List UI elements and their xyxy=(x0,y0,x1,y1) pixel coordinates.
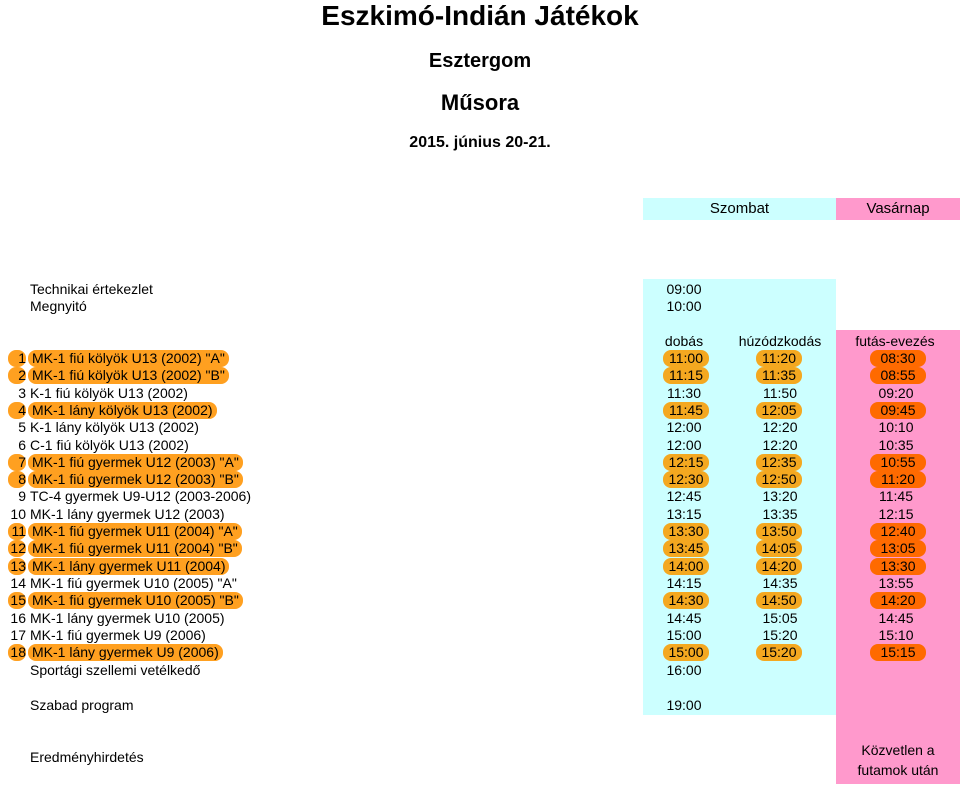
throw-time: 13:15 xyxy=(666,505,702,522)
throw-time: 12:45 xyxy=(666,488,702,505)
free-program-label: Szabad program xyxy=(30,697,134,713)
category-name: MK-1 fiú gyermek U11 (2004) "B" xyxy=(28,540,242,557)
category-name: MK-1 fiú kölyök U13 (2002) "A" xyxy=(28,350,229,367)
throw-time: 12:00 xyxy=(666,419,702,436)
category-name: MK-1 lány kölyök U13 (2002) xyxy=(28,402,217,419)
run-paddle-time: 11:45 xyxy=(879,488,913,505)
run-paddle-time: 14:20 xyxy=(870,592,926,609)
table-row xyxy=(0,488,960,505)
technical-meeting-time: 09:00 xyxy=(666,281,702,297)
pullup-time: 11:50 xyxy=(763,384,797,401)
throw-time: 12:15 xyxy=(663,454,709,471)
city-heading: Esztergom xyxy=(428,50,532,72)
pullup-time: 12:50 xyxy=(756,471,802,488)
throw-time: 14:45 xyxy=(666,609,702,626)
throw-time: 14:15 xyxy=(666,574,702,591)
program-heading: Műsora xyxy=(440,90,520,115)
row-number: 5 xyxy=(18,419,26,436)
category-name: MK-1 fiú gyermek U12 (2003) "A" xyxy=(28,454,243,471)
throw-time: 14:00 xyxy=(663,558,709,575)
row-number: 15 xyxy=(8,592,26,609)
category-name: MK-1 fiú gyermek U11 (2004) "A" xyxy=(28,523,242,540)
category-name: MK-1 fiú gyermek U10 (2005) "A" xyxy=(30,574,237,591)
category-name: MK-1 lány gyermek U9 (2006) xyxy=(28,644,223,661)
category-name: MK-1 fiú gyermek U9 (2006) xyxy=(30,626,206,643)
table-row xyxy=(0,402,960,419)
row-number: 14 xyxy=(10,574,26,591)
table-row xyxy=(0,454,960,471)
throw-time: 15:00 xyxy=(663,644,709,661)
run-paddle-time: 09:20 xyxy=(878,384,914,401)
category-name: MK-1 fiú kölyök U13 (2002) "B" xyxy=(28,367,229,384)
run-paddle-time: 15:10 xyxy=(878,626,914,643)
throw-time: 12:30 xyxy=(663,471,709,488)
category-name: MK-1 fiú gyermek U12 (2003) "B" xyxy=(28,471,243,488)
date-heading: 2015. június 20-21. xyxy=(409,134,551,151)
throw-time: 13:45 xyxy=(663,540,709,557)
run-paddle-time: 12:15 xyxy=(878,505,914,522)
row-number: 4 xyxy=(8,402,26,419)
table-row xyxy=(0,523,960,540)
pullup-time: 13:20 xyxy=(762,488,798,505)
sunday-header: Vasárnap xyxy=(866,200,930,217)
row-number: 12 xyxy=(8,540,26,557)
table-row xyxy=(0,350,960,367)
opening-time: 10:00 xyxy=(666,298,702,314)
event-run-paddle-header: futás-evezés xyxy=(855,333,935,349)
row-number: 17 xyxy=(10,626,26,643)
throw-time: 14:30 xyxy=(663,592,709,609)
pullup-time: 11:35 xyxy=(756,367,802,384)
row-number: 3 xyxy=(18,384,26,401)
row-number: 2 xyxy=(8,367,26,384)
row-number: 16 xyxy=(10,609,26,626)
category-name: MK-1 lány gyermek U12 (2003) xyxy=(30,505,225,522)
page-title: Eszkimó-Indián Játékok xyxy=(321,0,639,31)
run-paddle-time: 14:45 xyxy=(878,609,914,626)
event-pullup-header: húzódzkodás xyxy=(738,333,822,349)
table-row xyxy=(0,592,960,609)
table-row xyxy=(0,471,960,488)
results-label: Eredményhirdetés xyxy=(30,749,144,765)
table-row xyxy=(0,540,960,557)
free-program-time: 19:00 xyxy=(666,697,702,713)
run-paddle-time: 10:10 xyxy=(878,419,914,436)
throw-time: 11:30 xyxy=(667,384,701,401)
throw-time: 11:15 xyxy=(663,367,709,384)
pullup-time: 11:20 xyxy=(756,350,802,367)
saturday-header: Szombat xyxy=(709,200,770,217)
category-name: MK-1 lány gyermek U10 (2005) xyxy=(30,609,225,626)
table-row xyxy=(0,437,960,454)
table-row xyxy=(0,610,960,627)
pullup-time: 12:20 xyxy=(762,436,798,453)
throw-time: 11:45 xyxy=(663,402,709,419)
pullup-time: 13:35 xyxy=(762,505,798,522)
run-paddle-time: 08:55 xyxy=(870,367,926,384)
results-note xyxy=(840,740,956,780)
run-paddle-time: 13:30 xyxy=(870,558,926,575)
throw-time: 11:00 xyxy=(663,350,709,367)
run-paddle-time: 13:05 xyxy=(870,540,926,557)
category-name: C-1 fiú kölyök U13 (2002) xyxy=(30,436,189,453)
run-paddle-time: 15:15 xyxy=(870,644,926,661)
pullup-time: 15:05 xyxy=(762,609,798,626)
table-row xyxy=(0,644,960,661)
pullup-time: 15:20 xyxy=(756,644,802,661)
pullup-time: 12:05 xyxy=(756,402,802,419)
run-paddle-time: 08:30 xyxy=(870,350,926,367)
pullup-time: 14:05 xyxy=(756,540,802,557)
row-number: 1 xyxy=(8,350,26,367)
pullup-time: 13:50 xyxy=(756,523,802,540)
pullup-time: 14:35 xyxy=(762,574,798,591)
run-paddle-time: 09:45 xyxy=(870,402,926,419)
pullup-time: 14:20 xyxy=(756,558,802,575)
results-note-line2: futamok után xyxy=(857,762,939,778)
table-row xyxy=(0,419,960,436)
row-number: 10 xyxy=(10,505,26,522)
category-name: TC-4 gyermek U9-U12 (2003-2006) xyxy=(30,488,251,505)
category-name: MK-1 fiú gyermek U10 (2005) "B" xyxy=(28,592,243,609)
row-number: 11 xyxy=(8,523,26,540)
row-number: 9 xyxy=(18,488,26,505)
category-name: MK-1 lány gyermek U11 (2004) xyxy=(28,558,229,575)
throw-time: 12:00 xyxy=(666,436,702,453)
quiz-label: Sportági szellemi vetélkedő xyxy=(30,662,201,678)
throw-time: 13:30 xyxy=(663,523,709,540)
run-paddle-time: 10:55 xyxy=(870,454,926,471)
table-row xyxy=(0,575,960,592)
results-note-line1: Közvetlen a xyxy=(861,742,935,758)
technical-meeting-label: Technikai értekezlet xyxy=(30,281,153,297)
table-row xyxy=(0,558,960,575)
run-paddle-time: 11:20 xyxy=(870,471,926,488)
run-paddle-time: 13:55 xyxy=(878,574,914,591)
pullup-time: 14:50 xyxy=(756,592,802,609)
run-paddle-time: 10:35 xyxy=(878,436,914,453)
table-row xyxy=(0,367,960,384)
row-number: 13 xyxy=(8,558,26,575)
row-number: 7 xyxy=(8,454,26,471)
row-number: 8 xyxy=(8,471,26,488)
quiz-time: 16:00 xyxy=(666,662,702,678)
opening-label: Megnyitó xyxy=(30,298,87,314)
run-paddle-time: 12:40 xyxy=(870,523,926,540)
pullup-time: 12:20 xyxy=(762,419,798,436)
event-throw-header: dobás xyxy=(664,333,704,349)
throw-time: 15:00 xyxy=(666,626,702,643)
category-name: K-1 lány kölyök U13 (2002) xyxy=(30,419,199,436)
table-row xyxy=(0,627,960,644)
pullup-time: 12:35 xyxy=(756,454,802,471)
table-row xyxy=(0,385,960,402)
row-number: 18 xyxy=(8,644,26,661)
row-number: 6 xyxy=(18,436,26,453)
category-name: K-1 fiú kölyök U13 (2002) xyxy=(30,384,188,401)
table-row xyxy=(0,506,960,523)
pullup-time: 15:20 xyxy=(762,626,798,643)
